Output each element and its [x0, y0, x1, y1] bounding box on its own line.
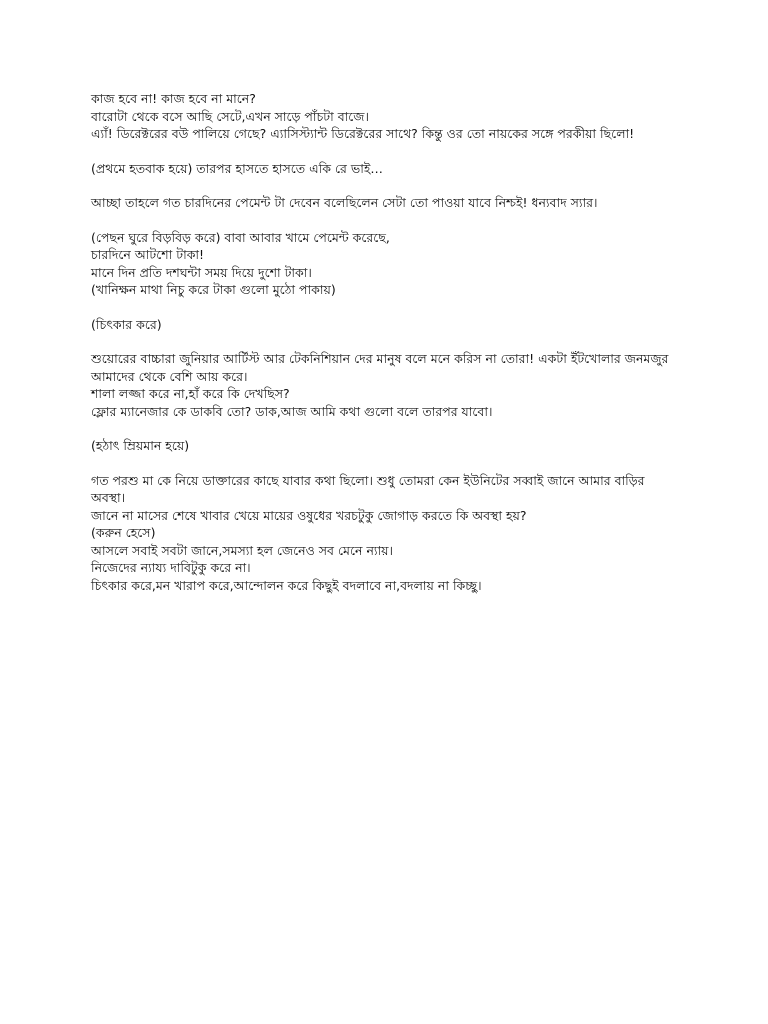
paragraph-8	[91, 472, 678, 595]
text-line: (হঠাৎ ম্রিয়মান হয়ে)	[91, 438, 190, 453]
text-line: আচ্ছা তাহলে গত চারদিনের পেমেন্ট টা দেবেন বলেছিলেন সেটা তো পাওয়া যাবে নিশ্চই! ধন্যবাদ স্যার।	[91, 195, 598, 210]
text-line: এ্যাঁ! ডিরেক্টরের বউ পালিয়ে গেছে? এ্যাসিস্ট্যান্ট ডিরেক্টরের সাথে? কিন্তু ওর তো নায়কের সঙ্গে পরকীয়া ছিলো!	[91, 126, 635, 141]
text-line: শালা লজ্জা করে না,হাঁ করে কি দেখছিস?	[91, 386, 290, 401]
text-line: ফ্লোর ম্যানেজার কে ডাকবি তো? ডাক,আজ আমি কথা গুলো বলে তারপর যাবো।	[91, 403, 493, 419]
paragraph-1	[91, 90, 678, 143]
text-line: (খানিক্ষন মাথা নিচু করে টাকা গুলো মুঠো পাকায়)	[91, 282, 336, 297]
text-line: গত পরশু মা কে নিয়ে ডাক্তারের কাছে যাবার কথা ছিলো। শুধু তোমরা কেন ইউনিটের সব্বাই জানে আমার বাড়ির অবস্থা।	[91, 472, 645, 505]
text-line: আসলে সবাই সবটা জানে,সমস্যা হল জেনেও সব মেনে ন্যায়।	[91, 542, 393, 558]
text-line: (করুন হেসে)	[91, 525, 156, 540]
text-line: (পেছন ঘুরে বিড়বিড় করে) বাবা আবার খামে পেমেন্ট করেছে,	[91, 229, 390, 245]
text-line: জানে না মাসের শেষে খাবার খেয়ে মায়ের ওষুধের খরচটুকু জোগাড় করতে কি অবস্থা হয়?	[91, 507, 527, 523]
paragraph-7	[91, 437, 678, 455]
paragraph-3	[91, 194, 678, 212]
paragraph-6	[91, 350, 678, 420]
text-line: মানে দিন প্রতি দশঘন্টা সময় দিয়ে দুশো টাকা।	[91, 264, 312, 280]
text-line: বারোটা থেকে বসে আছি সেটে,এখন সাড়ে পাঁচটা বাজে।	[91, 108, 369, 124]
paragraph-2	[91, 160, 678, 178]
paragraph-4	[91, 229, 678, 299]
paragraph-5	[91, 316, 678, 334]
text-line: (প্রথমে হতবাক হয়ে) তারপর হাসতে হাসতে একি রে ভাই…	[91, 160, 383, 176]
text-line: নিজেদের ন্যায্য দাবিটুকু করে না।	[91, 560, 251, 575]
text-line: শুয়োরের বাচ্চারা জুনিয়ার আর্টিস্ট আর টেকনিশিয়ান দের মানুষ বলে মনে করিস না তোরা! একটা ইঁটখোলার জনমজুর আমাদের থেকে বেশি আয় করে।	[91, 351, 669, 384]
text-line: (চিৎকার করে)	[91, 316, 162, 332]
text-line: চারদিনে আটশো টাকা!	[91, 247, 205, 262]
text-line: কাজ হবে না! কাজ হবে না মানে?	[91, 91, 256, 106]
text-line: চিৎকার করে,মন খারাপ করে,আন্দোলন করে কিছুই বদলাবে না,বদলায় না কিচ্ছু।	[91, 577, 482, 593]
